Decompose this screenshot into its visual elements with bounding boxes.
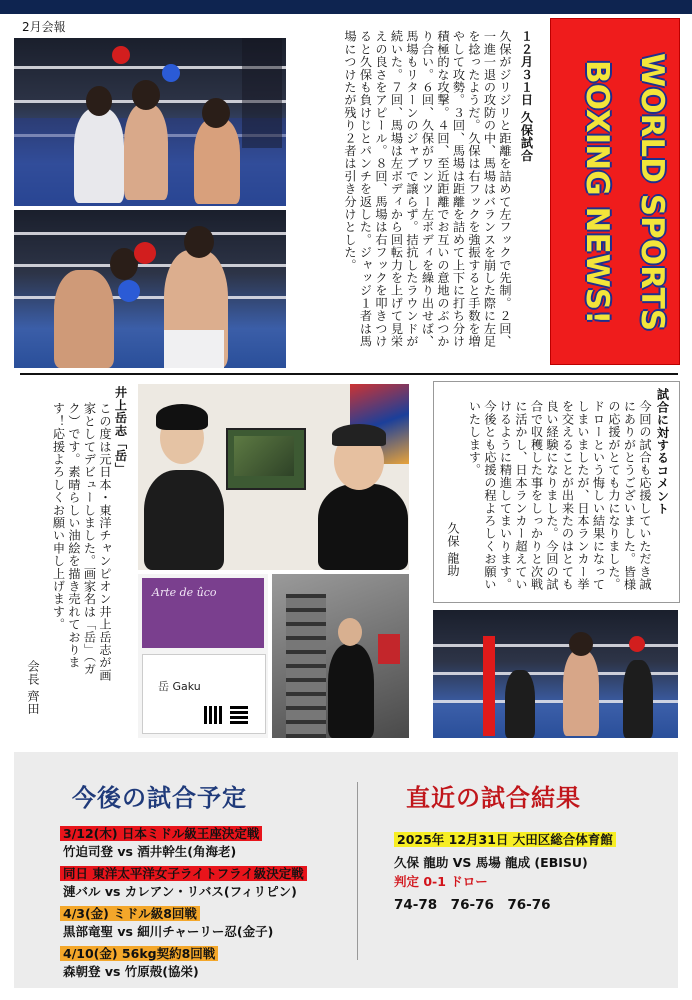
article-body: 久保がジリジリと距離を詰めて左フックで先制。２回、一進一退の攻防の中、馬場はバランスを崩した際に左足を捻ったようだ。久保は右フックを強振すると手数を増やして攻勢。３回、馬場は距離を詰めて上下に打ち分け積極的な攻撃。４回、至近距離でお互いの意地のぶつかり合い。６回、久保がワンツー左ボディを繰り出せば、馬場もリターンのジャブで譲らず。拮抗したラウンドが続いた。７回、馬場は左ボディから回転力を上げて見栄えの良さをアピール。８回、馬場は右フックを叩きつけると久保も負けじとパンチを返した。ジャッジ１者は馬場につけたが残り２者は引き分けとした。 bbox=[343, 30, 512, 348]
schedule-match: 漣バル vs カレアン・リバス(フィリピン) bbox=[63, 884, 297, 899]
comment-heading: 試合に対するコメント bbox=[655, 388, 670, 515]
schedule-date-label: 4/3(金) ミドル級8回戦 bbox=[60, 906, 200, 921]
masthead bbox=[550, 18, 680, 365]
photo-bout-top bbox=[14, 38, 286, 206]
photo-bout-bottom bbox=[14, 210, 286, 368]
qr-code-icon bbox=[204, 706, 222, 724]
schedule-match: 竹迫司登 vs 酒井幹生(角海老) bbox=[63, 844, 237, 859]
results-title: 直近の試合結果 bbox=[406, 784, 581, 812]
schedule-date bbox=[60, 824, 262, 842]
schedule-date bbox=[60, 864, 307, 882]
schedule-date bbox=[60, 904, 200, 922]
photo-business-card bbox=[138, 574, 268, 738]
schedule-date-label: 同日 東洋太平洋女子ライトフライ級決定戦 bbox=[60, 866, 307, 881]
qr-code-icon-2 bbox=[230, 706, 248, 724]
month-label: 2月会報 bbox=[22, 20, 66, 34]
article-heading: １２月３１日 久保試合 bbox=[519, 30, 534, 162]
result-event-label: 2025年 12月31日 大田区総合体育館 bbox=[394, 832, 616, 847]
top-banner bbox=[0, 0, 692, 14]
artist-signature: 会長 齊田 bbox=[26, 660, 40, 716]
schedule-title: 今後の試合予定 bbox=[72, 784, 247, 812]
artist-heading: 井上岳志「岳」 bbox=[113, 386, 128, 475]
schedule-date-label: 3/12(木) 日本ミドル級王座決定戦 bbox=[60, 826, 262, 841]
schedule-date-label: 4/10(金) 56kg契約8回戦 bbox=[60, 946, 218, 961]
section-divider bbox=[20, 373, 678, 375]
card-script-title: Arte de ûco bbox=[152, 586, 217, 599]
result-scores: 74-78 76-76 76-76 bbox=[394, 897, 551, 913]
schedule-match: 黒部竜聖 vs 細川チャーリー忍(金子) bbox=[63, 924, 274, 939]
artist-body: この度は元日本・東洋チャンピオン井上岳志が画家としてデビューしました。画家名は「岳」（ガク）です。素晴らしい油絵を描き売れております！応援よろしくお願い申し上げます。 bbox=[51, 402, 112, 682]
result-match: 久保 龍助 VS 馬場 龍成 (EBISU) bbox=[394, 855, 588, 870]
result-event bbox=[394, 830, 616, 848]
schedule-date bbox=[60, 944, 218, 962]
result-verdict: 判定 0-1 ドロー bbox=[394, 874, 488, 889]
masthead-title: WORLD SPORTS BOXING NEWS! bbox=[579, 53, 670, 332]
photo-gallery bbox=[138, 384, 409, 570]
photo-staircase bbox=[272, 574, 409, 738]
comment-signature: 久保 龍助 bbox=[446, 522, 460, 578]
schedule-match: 森朝登 vs 竹原殻(協栄) bbox=[63, 964, 199, 979]
bottom-divider bbox=[357, 782, 358, 960]
card-name: 岳 Gaku bbox=[158, 680, 201, 693]
comment-body: 今回の試合も応援していただき誠にありがとうございました。皆様の応援がとても力になりました。ドローという悔しい結果になってしまいましたが、日本ランカー挙を交えることが出来たのはとても良い経験になりました。今回の試合で収穫した事をしっかりと次戦に活かし、日本ランカー超えていけるように精進してまいります。今後とも応援の程よろしくお願いいたします。 bbox=[467, 400, 652, 591]
bottom-panel bbox=[14, 752, 678, 988]
photo-ring-result bbox=[433, 610, 678, 738]
comment-box bbox=[433, 381, 680, 603]
